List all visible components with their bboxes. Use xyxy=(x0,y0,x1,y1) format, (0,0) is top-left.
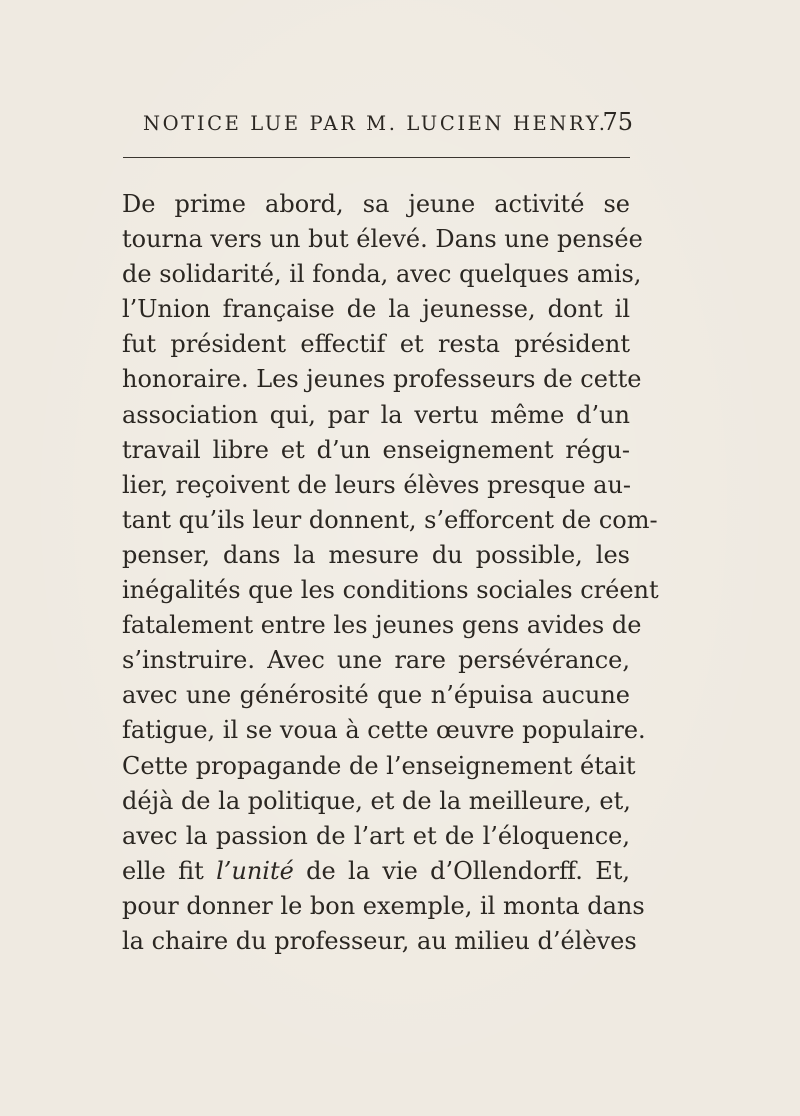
header-rule xyxy=(123,157,630,158)
text-line-15: avec une générosité que n’épuisa aucune xyxy=(122,681,630,710)
text-segment-post: de la vie d’Ollendorff. Et, xyxy=(293,856,630,885)
text-line-11: penser, dans la mesure du possible, les xyxy=(122,540,630,569)
running-title: NOTICE LUE PAR M. LUCIEN HENRY. xyxy=(143,112,608,135)
italic-term: l’unité xyxy=(216,856,294,885)
text-line-2: tourna vers un but élevé. Dans une pensée xyxy=(122,225,643,254)
text-line-8: travail libre et d’un enseignement régu- xyxy=(122,435,630,464)
text-segment-pre: elle fit xyxy=(122,856,217,885)
page-header xyxy=(143,108,633,142)
text-line-18: déjà de la politique, et de la meilleure, et, xyxy=(122,786,631,815)
text-line-6: honoraire. Les jeunes professeurs de cette xyxy=(122,365,642,394)
text-line-13: fatalement entre les jeunes gens avides de xyxy=(122,611,642,640)
text-line-4: l’Union française de la jeunesse, dont il xyxy=(122,295,630,324)
text-line-16: fatigue, il se voua à cette œuvre populaire. xyxy=(122,716,646,745)
text-line-21: pour donner le bon exemple, il monta dans xyxy=(122,891,645,920)
text-line-5: fut président effectif et resta président xyxy=(122,330,630,359)
page-number: 75 xyxy=(602,108,633,136)
text-line-17: Cette propagande de l’enseignement était xyxy=(122,751,636,780)
text-line-10: tant qu’ils leur donnent, s’efforcent de com- xyxy=(122,505,658,534)
text-line-19: avec la passion de l’art et de l’éloquence, xyxy=(122,821,630,850)
text-line-14: s’instruire. Avec une rare persévérance, xyxy=(122,646,630,675)
text-line-20 xyxy=(122,854,630,889)
text-line-9: lier, reçoivent de leurs élèves presque au- xyxy=(122,470,632,499)
text-line-1: De prime abord, sa jeune activité se xyxy=(122,190,630,218)
body-text xyxy=(122,187,659,959)
text-line-7: association qui, par la vertu même d’un xyxy=(122,400,630,429)
text-line-12: inégalités que les conditions sociales créent xyxy=(122,576,659,605)
text-line-22: la chaire du professeur, au milieu d’élèves xyxy=(122,926,637,955)
text-line-3: de solidarité, il fonda, avec quelques amis, xyxy=(122,260,642,289)
